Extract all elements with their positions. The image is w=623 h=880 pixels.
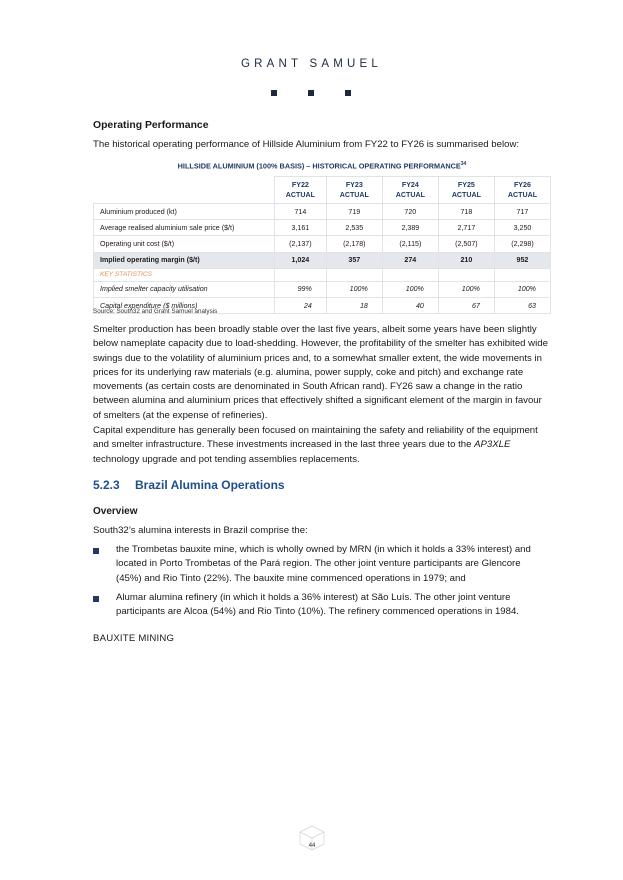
- table-header-fy23: FY23 ACTUAL: [326, 177, 382, 204]
- table-header-fy25: FY25 ACTUAL: [438, 177, 494, 204]
- table-row: [94, 236, 551, 252]
- table-cell: 100%: [382, 281, 438, 297]
- table-cell: 100%: [494, 281, 550, 297]
- bauxite-mining-heading: BAUXITE MINING: [93, 633, 175, 644]
- table-cell: 720: [382, 204, 438, 220]
- bullet-trombetas: the Trombetas bauxite mine, which is wholly owned by MRN (in which it holds a 33% interest) and located in Porto Trombetas of the Pará region. The other joint venture participants are Glencore (45%) and Rio Tinto (22%). The bauxite mine commenced operations in 1979; and: [116, 544, 531, 584]
- table-cell: 24: [275, 297, 327, 313]
- table-cell: 274: [382, 252, 438, 268]
- table-cell: [275, 268, 327, 281]
- table-title: [93, 161, 551, 170]
- table-header-fy22: FY22 ACTUAL: [275, 177, 327, 204]
- table-title-footnote: 34: [460, 161, 467, 167]
- table-cell: [326, 268, 382, 281]
- operating-performance-heading: Operating Performance: [93, 120, 209, 131]
- table-cell: [382, 268, 438, 281]
- row-label: Capital expenditure ($ millions): [94, 297, 275, 313]
- table-cell: 100%: [326, 281, 382, 297]
- section-number: 5.2.3: [93, 478, 120, 492]
- table-cell: (2,507): [438, 236, 494, 252]
- operating-performance-table: [93, 176, 551, 314]
- table-cell: 3,250: [494, 220, 550, 236]
- table-row: [94, 204, 551, 220]
- table-cell: 719: [326, 204, 382, 220]
- table-cell: 718: [438, 204, 494, 220]
- table-cell: 100%: [438, 281, 494, 297]
- table-cell: 18: [326, 297, 382, 313]
- table-header-row: [94, 177, 551, 204]
- table-row: [94, 220, 551, 236]
- row-label: Aluminium produced (kt): [94, 204, 275, 220]
- bullet-square-icon: [93, 596, 99, 602]
- table-row: [94, 268, 551, 281]
- table-cell: [438, 268, 494, 281]
- table-row: [94, 281, 551, 297]
- table-cell: 1,024: [275, 252, 327, 268]
- table-row: [94, 252, 551, 268]
- brand-wordmark: GRANT SAMUEL: [241, 58, 382, 70]
- overview-intro: South32’s alumina interests in Brazil comprise the:: [93, 525, 308, 536]
- overview-heading: Overview: [93, 506, 138, 517]
- row-label: Operating unit cost ($/t): [94, 236, 275, 252]
- section-heading: [93, 478, 285, 492]
- table-source: Source: South32 and Grant Samuel analysis: [93, 308, 218, 315]
- table-cell: 3,161: [275, 220, 327, 236]
- table-cell: 99%: [275, 281, 327, 297]
- table-cell: 952: [494, 252, 550, 268]
- table-header-fy26: FY26 ACTUAL: [494, 177, 550, 204]
- table-cell: [494, 268, 550, 281]
- table-cell: (2,115): [382, 236, 438, 252]
- bullet-square-icon: [93, 548, 99, 554]
- table-cell: 357: [326, 252, 382, 268]
- table-cell: 63: [494, 297, 550, 313]
- row-label: KEY STATISTICS: [94, 268, 275, 281]
- operating-performance-intro: The historical operating performance of Hillside Aluminium from FY22 to FY26 is summarised below:: [93, 139, 520, 150]
- table-cell: (2,137): [275, 236, 327, 252]
- bullet-alumar: Alumar alumina refinery (in which it holds a 36% interest) at São Luís. The other joint venture participants are Alcoa (54%) and Rio Tinto (10%). The refinery commenced operations in 1984.: [116, 592, 519, 618]
- table-header-fy24: FY24 ACTUAL: [382, 177, 438, 204]
- table-cell: 40: [382, 297, 438, 313]
- table-cell: 210: [438, 252, 494, 268]
- capex-paragraph: Capital expenditure has generally been focused on maintaining the safety and reliability of the equipment and smelter infrastructure. These investments increased in the last three years due to the AP3XLE technology upgrade and pot tending assemblies replacements.: [93, 425, 538, 465]
- table-cell: 2,389: [382, 220, 438, 236]
- table-cell: 67: [438, 297, 494, 313]
- page-number: 44: [308, 843, 316, 849]
- table-header-blank: [94, 177, 275, 204]
- row-label: Implied smelter capacity utilisation: [94, 281, 275, 297]
- table-cell: (2,298): [494, 236, 550, 252]
- table-cell: 2,535: [326, 220, 382, 236]
- table-title-text: HILLSIDE ALUMINIUM (100% BASIS) – HISTORICAL OPERATING PERFORMANCE: [177, 161, 461, 171]
- smelter-paragraph: Smelter production has been broadly stable over the last five years, albeit some years have been slightly below nameplate capacity due to load-shedding. However, the profitability of the smelter has exhibited wide swings due to the volatility of aluminium prices and, to a somewhat smaller extent, the wide movements in prices for its underlying raw materials (e.g. alumina, power supply, coke and pitch) and exchange rate movements (as certain costs are denominated in South African rand). FY26 saw a change in the ratio between alumina and aluminium prices that effectively shifted a significant element of the margin in favour of smelters (at the expense of refineries).: [93, 324, 548, 421]
- table-cell: 717: [494, 204, 550, 220]
- row-label: Average realised aluminium sale price ($/t): [94, 220, 275, 236]
- row-label: Implied operating margin ($/t): [94, 252, 275, 268]
- table-cell: 2,717: [438, 220, 494, 236]
- section-title: Brazil Alumina Operations: [135, 478, 285, 492]
- table-cell: 714: [275, 204, 327, 220]
- table-cell: (2,178): [326, 236, 382, 252]
